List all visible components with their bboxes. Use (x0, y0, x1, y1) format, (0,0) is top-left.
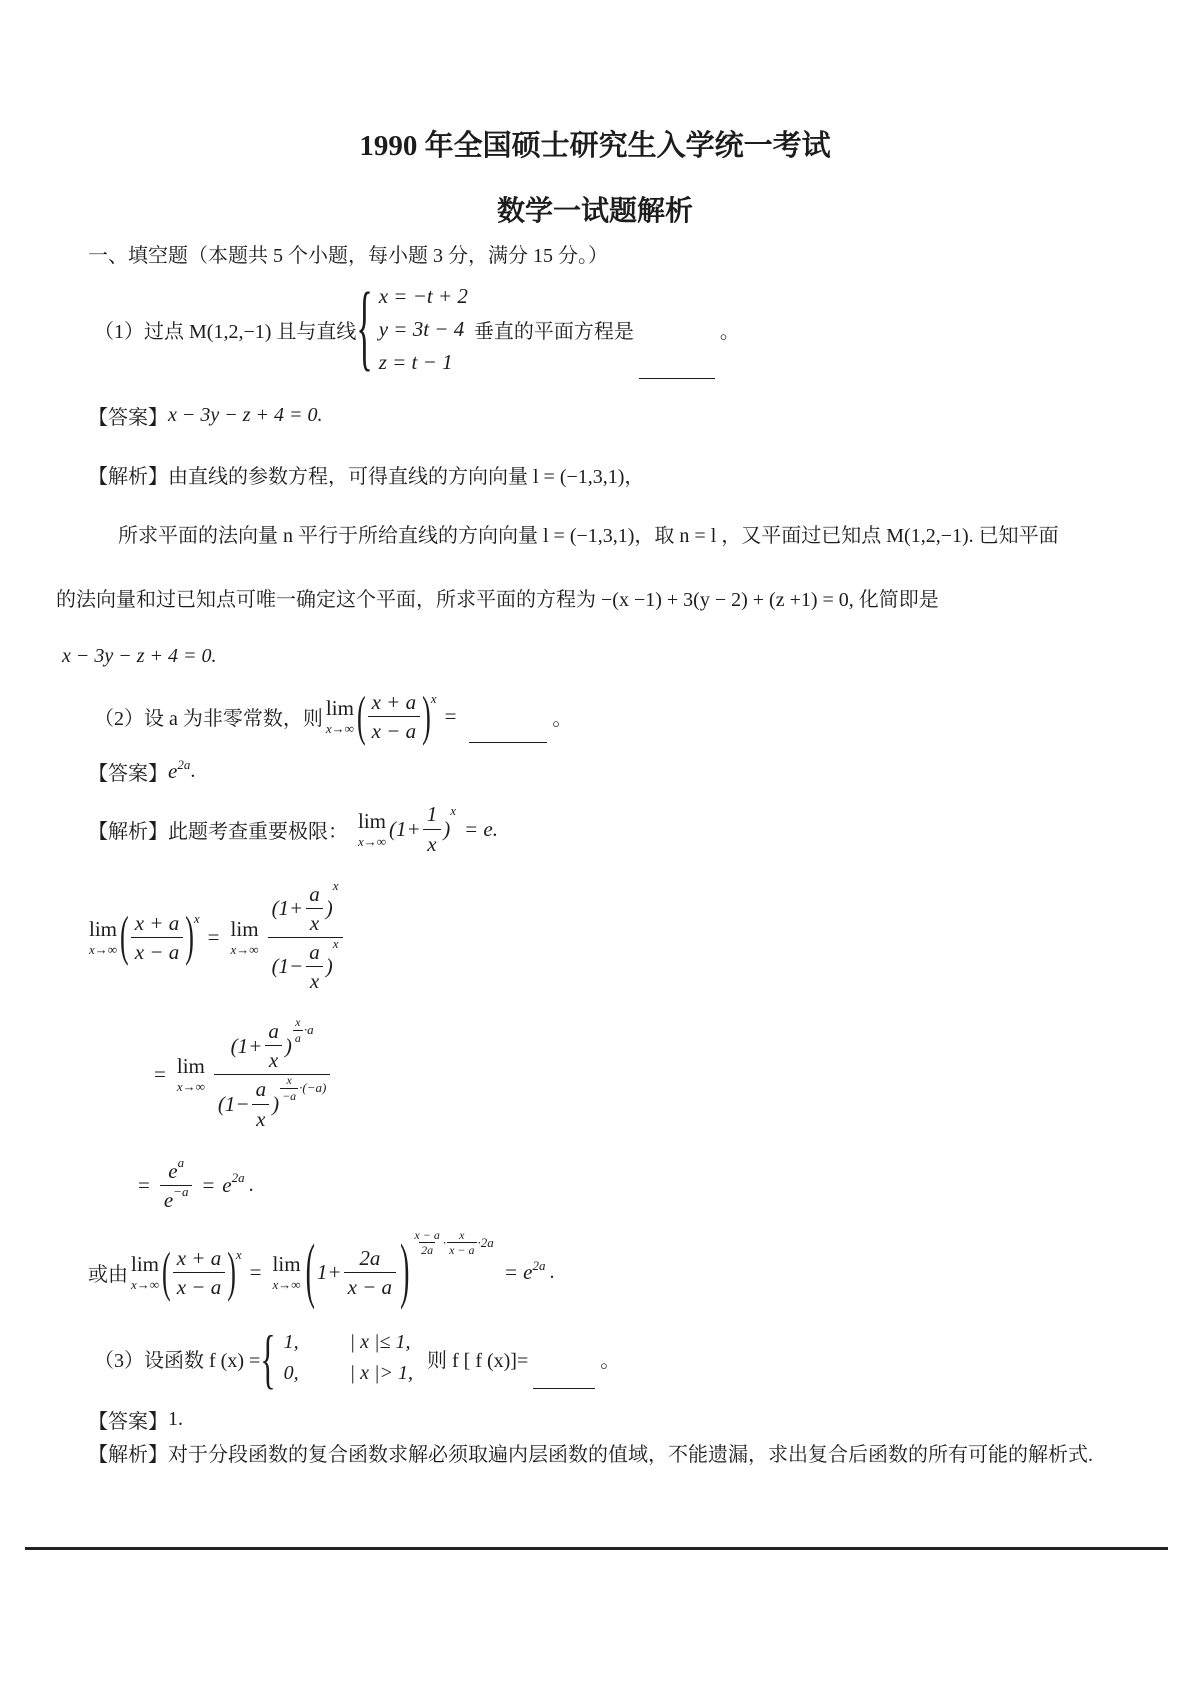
step2-big-den (214, 1074, 330, 1130)
q2-period: 。 (552, 708, 573, 731)
q2-equals-sign: = (444, 704, 457, 729)
step3-den-exp: −a (173, 1183, 189, 1199)
step1-num-inner-fraction (305, 882, 324, 935)
step2-den-exponent (279, 1074, 326, 1102)
page-footer-rule (25, 1547, 1168, 1550)
step1-equals: = (207, 924, 220, 949)
key-limit-post: ) (443, 816, 451, 841)
q2-lead-text: （2）设 a 为非零常数，则 (94, 708, 323, 731)
alt-result-tail: . (549, 1261, 555, 1284)
step3-result-base: e (222, 1172, 232, 1197)
q2-answer-tail: . (190, 760, 196, 783)
q3-answer-blank (533, 1367, 595, 1389)
q3-lead-text: （3）设函数 f (x) = (94, 1349, 261, 1372)
lim-symbol: lim (325, 696, 354, 721)
q1-analysis-line4: x − 3y − z + 4 = 0. (62, 645, 217, 668)
step3-num-base: e (168, 1158, 178, 1183)
alt-result-exp: 2a (532, 1257, 546, 1273)
open-paren-icon: ( (356, 685, 366, 747)
q3-case-1 (284, 1327, 413, 1358)
q3-case2-condition: | x |> 1, (349, 1362, 413, 1385)
q1-answer-line (88, 401, 1134, 430)
step2-num-inner-num: a (268, 1019, 279, 1044)
answer-label: 【答案】 (88, 407, 168, 430)
step2-num-exp-num: x (295, 1015, 301, 1030)
answer-label-3: 【答案】 (88, 1411, 168, 1434)
step1-num-inner-den: x (306, 908, 323, 935)
lim-subscript: x→∞ (325, 721, 354, 737)
step2-den-exp-tail: ·(−a) (299, 1080, 327, 1096)
left-brace-icon: { (356, 275, 373, 381)
step2-num-inner-fraction (264, 1019, 283, 1072)
step2-equals: = (154, 1062, 166, 1087)
step2-den-exp-den: −a (282, 1089, 297, 1104)
q1-analysis-text1: 由直线的参数方程，可得直线的方向向量 l = (−1,3,1)， (168, 466, 645, 489)
step2-den-post: ) (272, 1092, 280, 1117)
alt-exp-fraction2 (447, 1229, 476, 1257)
lim-subscript: x→∞ (230, 941, 259, 957)
q2-analysis-intro: 此题考查重要极限： (168, 820, 348, 843)
analysis-label: 【解析】 (88, 466, 168, 489)
step1-num-pre: (1+ (271, 896, 304, 921)
q2-answer-base: e (168, 759, 178, 784)
alt-lhs-num: x + a (176, 1246, 222, 1271)
step2-num-inner-den: x (265, 1045, 282, 1072)
alt-result-base: = e (503, 1260, 533, 1285)
q1-lead-text: （1）过点 M(1,2,−1) 且与直线 (94, 321, 357, 344)
q1-system-eq-y: y = 3t − 4 (378, 317, 465, 342)
key-limit-pre: (1+ (389, 816, 421, 841)
key-limit-frac-num: 1 (426, 802, 438, 827)
alt-exp-tail: ·2a (477, 1234, 494, 1250)
step2-den-pre: (1− (217, 1092, 250, 1117)
step2-den-inner-num: a (255, 1077, 267, 1102)
left-brace-icon: { (260, 1321, 276, 1396)
step3-result-tail: . (248, 1173, 254, 1196)
step1-big-num (268, 877, 343, 937)
q2-main-frac-den: x − a (368, 716, 421, 743)
q3-period: 。 (600, 1349, 621, 1372)
question-2-line (94, 685, 1134, 747)
step3-result-exp: 2a (231, 1170, 245, 1186)
q3-piecewise-cases (284, 1327, 413, 1389)
analysis-label-2: 【解析】 (88, 820, 168, 843)
answer-label-2: 【答案】 (88, 763, 168, 786)
q3-case2-value: 0, (283, 1362, 299, 1385)
step1-lhs-num: x + a (134, 910, 180, 935)
lim-symbol: lim (230, 916, 259, 941)
q2-derivation-step1 (86, 877, 1134, 994)
step2-num-exp-fraction (293, 1016, 303, 1044)
q1-equation-system (379, 280, 468, 379)
step3-equals2: = (202, 1172, 215, 1197)
q1-answer-blank (639, 357, 715, 379)
step2-num-post: ) (284, 1033, 292, 1058)
q1-system-eq-z: z = t − 1 (378, 350, 453, 375)
q2-main-frac-num: x + a (371, 690, 417, 715)
question-3-line (94, 1321, 1134, 1396)
open-paren-icon: ( (120, 905, 129, 967)
q2-alternative-derivation (88, 1227, 1134, 1312)
alt-inner-fraction (344, 1246, 397, 1299)
alt-exp1-den: 2a (421, 1243, 434, 1258)
q3-case1-condition: | x |≤ 1, (349, 1331, 411, 1354)
step1-lim (89, 916, 118, 957)
alt-exp2-num: x (459, 1227, 465, 1242)
alt-lim (131, 1254, 159, 1291)
page-title: 1990 年全国硕士研究生入学统一考试 (359, 130, 831, 162)
q2-analysis-intro-line (88, 802, 1134, 855)
lim-subscript: x→∞ (176, 1079, 205, 1095)
alt-inner-pre: 1+ (316, 1260, 342, 1285)
q2-main-fraction (368, 690, 421, 743)
step1-den-pre: (1− (271, 954, 304, 979)
q2-answer-blank (469, 721, 547, 743)
section-heading: 一、填空题（本题共 5 个小题，每小题 3 分，满分 15 分。） (88, 245, 608, 268)
page-subtitle: 数学一试题解析 (496, 195, 693, 227)
open-paren-icon: ( (305, 1231, 315, 1312)
step3-num-exp: a (177, 1154, 185, 1170)
step1-big-den (268, 937, 343, 993)
step3-equals: = (138, 1172, 150, 1197)
lim-subscript: x→∞ (272, 1277, 301, 1293)
close-paren-icon: ) (400, 1231, 410, 1312)
q2-main-exponent: x (430, 690, 437, 706)
step1-big-fraction (268, 877, 343, 994)
key-limit-operator (358, 808, 387, 849)
q3-analysis-text: 对于分段函数的复合函数求解必须取遍内层函数的值域，不能遗漏，求出复合后函数的所有可能的解析式. (168, 1444, 1093, 1467)
step1-num-inner-num: a (309, 881, 320, 906)
step1-rhs-lim (230, 916, 259, 957)
step2-num-exp-den: a (294, 1030, 301, 1045)
q1-analysis-line1 (88, 460, 1134, 489)
alt-lhs-exponent: x (235, 1246, 242, 1262)
step3-den (160, 1185, 193, 1212)
step1-den-inner-fraction (305, 940, 324, 993)
q3-mid-text: 则 f [ f (x)]= (427, 1349, 529, 1372)
step2-num-exp-tail: ·a (303, 1021, 314, 1037)
step1-num-exponent: x (332, 877, 339, 893)
q1-period: 。 (719, 321, 740, 344)
lim-symbol: lim (89, 916, 118, 941)
lim-symbol: lim (176, 1054, 205, 1079)
q3-case1-value: 1, (283, 1331, 299, 1354)
alt-exp-fraction1 (412, 1229, 441, 1257)
step1-lhs-den: x − a (131, 937, 184, 964)
q1-analysis-line2: 所求平面的法向量 n 平行于所给直线的方向向量 l = (−1,3,1)，取 n = l ，又平面过已知点 M(1,2,−1). 已知平面 (118, 525, 1059, 548)
alt-exp1-num: x − a (414, 1227, 440, 1242)
alt-lead-text: 或由 (88, 1264, 128, 1287)
step2-den-exp-fraction (280, 1074, 298, 1102)
alt-inner-den: x − a (344, 1272, 397, 1299)
q3-answer-value: 1. (168, 1408, 183, 1431)
alt-lhs-fraction (173, 1246, 226, 1299)
q2-derivation-step2 (146, 1015, 1134, 1131)
q3-analysis-line (88, 1438, 1134, 1467)
q1-system-eq-x: x = −t + 2 (378, 284, 468, 309)
alt-rhs-lim (273, 1254, 301, 1291)
alt-composite-exponent (411, 1229, 493, 1257)
alt-exp2-den: x − a (449, 1243, 475, 1258)
step1-den-post: ) (325, 954, 333, 979)
q2-answer-line (88, 757, 1134, 786)
step2-den-exp-num: x (286, 1073, 292, 1088)
step2-big-num (227, 1015, 318, 1074)
step3-fraction (160, 1154, 193, 1212)
alt-equals: = (249, 1260, 262, 1285)
close-paren-icon: ) (185, 905, 194, 967)
step2-den-inner-den: x (252, 1104, 269, 1131)
lim-symbol: lim (131, 1252, 160, 1277)
step3-den-base: e (163, 1187, 174, 1212)
step3-num (164, 1154, 188, 1185)
limit-operator (326, 698, 354, 735)
lim-subscript: x→∞ (131, 1277, 160, 1293)
q1-analysis-line3: 的法向量和过已知点可唯一确定这个平面，所求平面的方程为 −(x −1) + 3(y − 2) + (z +1) = 0, 化简即是 (56, 589, 939, 612)
lim-subscript: x→∞ (89, 941, 118, 957)
open-paren-icon: ( (162, 1241, 171, 1303)
analysis-label-3: 【解析】 (88, 1444, 168, 1467)
step2-big-fraction (214, 1015, 330, 1131)
lim-subscript: x→∞ (358, 833, 387, 849)
step1-num-post: ) (325, 896, 333, 921)
alt-lhs-den: x − a (173, 1272, 226, 1299)
q3-answer-line (88, 1405, 1134, 1434)
key-limit-result: = e. (464, 816, 498, 841)
q2-derivation-step3 (130, 1154, 1134, 1212)
q2-answer-exponent: 2a (177, 756, 191, 772)
step1-den-inner-den: x (306, 966, 323, 993)
q1-tail-text: 垂直的平面方程是 (473, 321, 634, 344)
alt-exp-dot: · (442, 1234, 447, 1250)
step2-lim (177, 1056, 205, 1093)
step1-den-exponent: x (332, 935, 339, 951)
key-limit-frac-den: x (423, 829, 440, 856)
q1-answer-value: x − 3y − z + 4 = 0. (168, 404, 323, 427)
key-limit-exponent: x (450, 803, 456, 818)
step2-den-inner-fraction (252, 1077, 271, 1130)
key-limit-fraction (423, 802, 442, 855)
step1-lhs-fraction (131, 911, 184, 964)
step2-num-exponent (292, 1016, 314, 1044)
close-paren-icon: ) (422, 685, 431, 747)
question-1-line (94, 275, 1134, 381)
q3-case-2 (284, 1358, 413, 1389)
step1-den-inner-num: a (309, 939, 320, 964)
close-paren-icon: ) (227, 1241, 236, 1303)
lim-symbol: lim (358, 808, 387, 833)
step2-num-pre: (1+ (230, 1033, 263, 1058)
alt-inner-num: 2a (359, 1246, 381, 1271)
step1-lhs-exponent: x (193, 911, 200, 927)
lim-symbol: lim (272, 1252, 301, 1277)
